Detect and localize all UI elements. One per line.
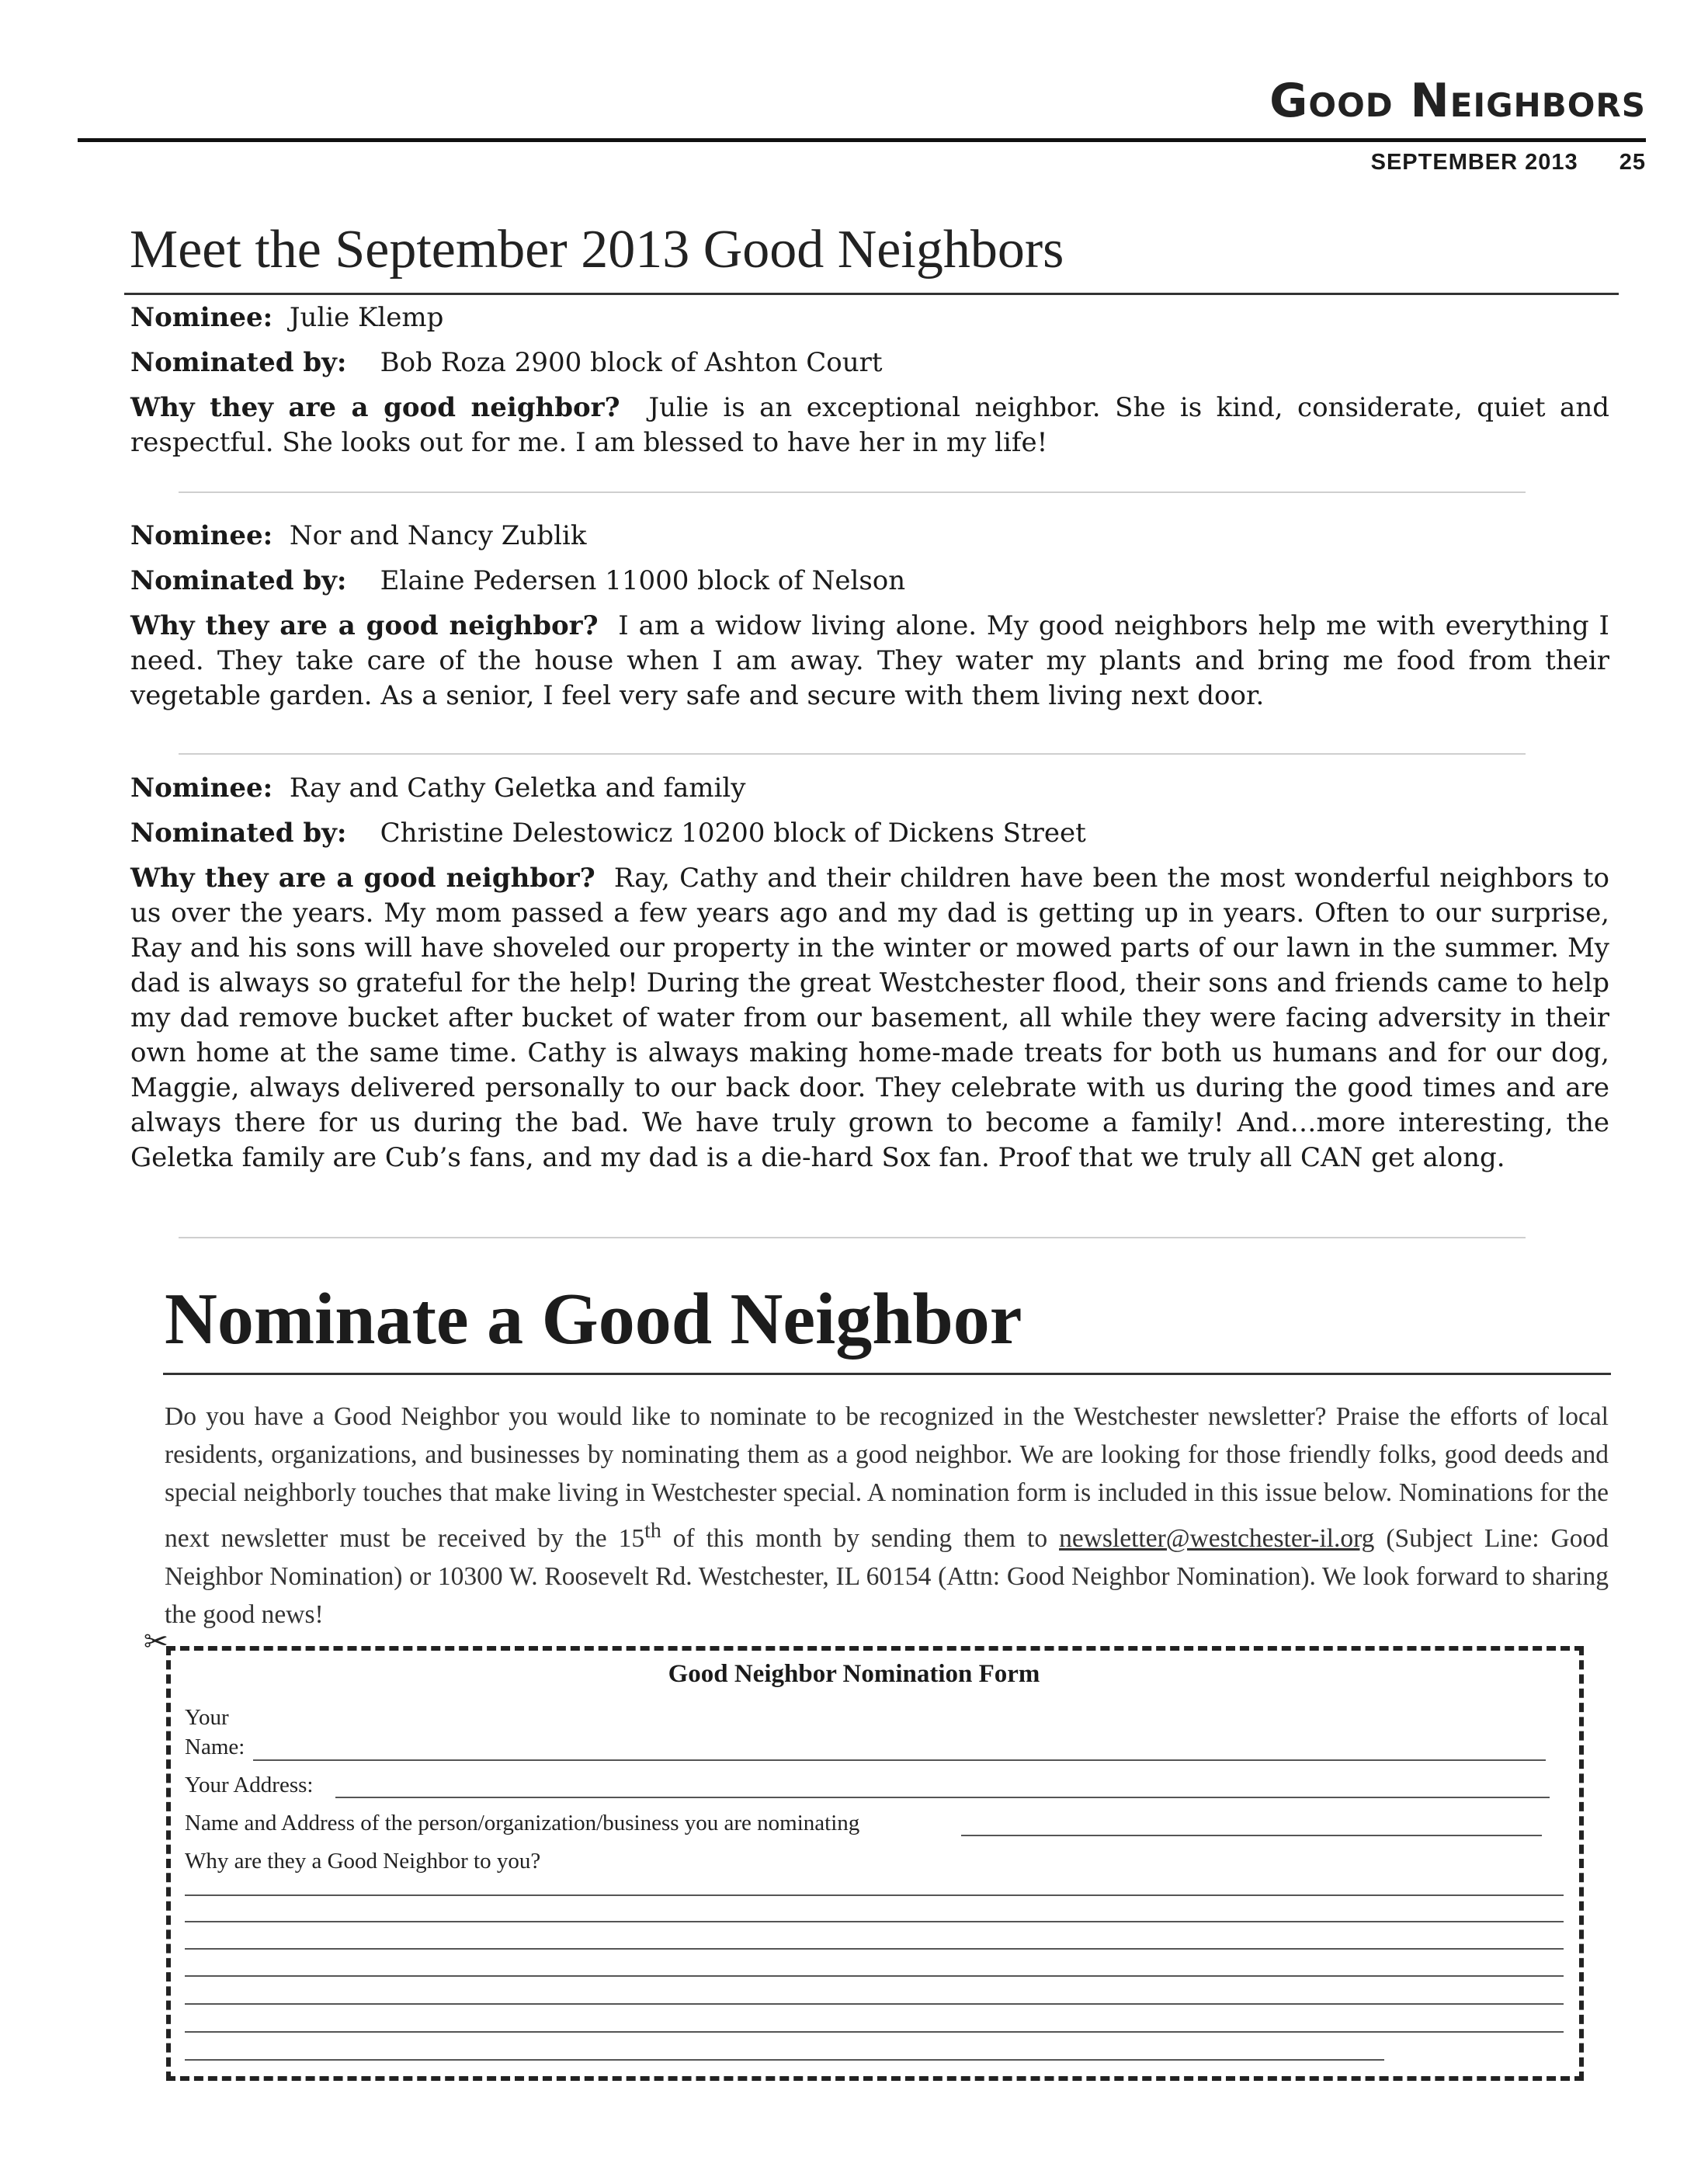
nominee-name: Ray and Cathy Geletka and family [289, 773, 746, 804]
meet-title: Meet the September 2013 Good Neighbors [130, 220, 1064, 280]
why-label: Why they are a good neighbor? [130, 863, 595, 894]
nominated-by-row [130, 816, 1609, 851]
your-name-label-line1: Your [185, 1705, 229, 1730]
why-answer-line[interactable] [185, 2059, 1384, 2061]
your-name-label-line2: Name: [185, 1735, 245, 1759]
nominated-by-label: Nominated by: [130, 347, 347, 378]
body-text: of this month by sending them to [661, 1524, 1060, 1554]
body-text: Do you have a Good Neighbor you would like to nominate to be recognized in the Westchester newsletter? Praise the efforts of local residents, organizations, and businesses by nominating them as a good neighbor. We are looking for those friendly folks, good deeds and special neighborly touches that make living in Westchester special. A nomination form is included in this issue below. Nominations for the next newsletter must be received by the 15 [165, 1402, 1609, 1554]
form-title: Good Neighbor Nomination Form [668, 1660, 1040, 1688]
nominated-by-label: Nominated by: [130, 565, 347, 596]
why-answer-line[interactable] [185, 1894, 1564, 1896]
why-text: Julie is an exceptional neighbor. She is kind, considerate, quiet and respectful. She looks out for me. I am blessed to have her in my life! [130, 392, 1609, 458]
header-rule [78, 138, 1646, 142]
why-label: Why they are a good neighbor? [130, 392, 620, 423]
nominee-name: Nor and Nancy Zublik [289, 520, 587, 551]
your-address-field[interactable] [335, 1797, 1550, 1798]
why-text: Ray, Cathy and their children have been the most wonderful neighbors to us over the years. My mom passed a few years ago and my dad is getting up in years. Often to our surprise, Ray and his sons will have shoveled our property in the winter or mowed parts of our lawn in the summer. My dad is always so grateful for the help! During the great Westchester flood, their sons and friends came to help my dad remove bucket after bucket of water from our basement, all while they were facing adversity in their own home at the same time. Cathy is always making home-made treats for both us humans and for our dog, Maggie, always delivered personally to our back door. They celebrate with us during the good times and are always there for us during the bad. We have truly grown to become a family! And…more interesting, the Geletka family are Cub’s fans, and my dad is a die-hard Sox fan. Proof that we truly all CAN get along. [130, 863, 1609, 1173]
scissors-icon: ✂ [144, 1624, 168, 1658]
newsletter-email-link[interactable]: newsletter@westchester-il.org [1059, 1524, 1375, 1554]
why-answer-line[interactable] [185, 2031, 1564, 2033]
meet-title-rule [124, 293, 1619, 295]
why-text: I am a widow living alone. My good neighbors help me with everything I need. They take care of the house when I am away. They water my plants and bring me food from their vegetable garden. As a senior, I feel very safe and secure with them living next door. [130, 610, 1609, 711]
nominated-by-label: Nominated by: [130, 818, 347, 849]
nominator: Bob Roza 2900 block of Ashton Court [380, 347, 883, 378]
why-answer-line[interactable] [185, 1948, 1564, 1950]
nominee-label: Nominee: [130, 302, 273, 333]
your-name-field[interactable] [253, 1759, 1546, 1761]
nominee-entry-3 [130, 771, 1609, 1176]
nominated-by-row [130, 346, 1609, 380]
why-answer-line[interactable] [185, 1921, 1564, 1922]
issue-line [1371, 150, 1646, 175]
nominate-title: Nominate a Good Neighbor [165, 1279, 1022, 1360]
nominee-entry-1 [130, 300, 1609, 460]
nominated-by-row [130, 564, 1609, 599]
body-text: (Subject Line: Good Neighbor Nomination) or 10300 W. Roosevelt Rd. Westchester, IL 60154 (Attn: Good Neighbor Nomination). We look forward to sharing the good news! [165, 1524, 1609, 1630]
nominee-row [130, 771, 1609, 806]
ordinal-suffix: th [644, 1519, 661, 1543]
why-label: Why they are a good neighbor? [130, 610, 599, 641]
why-row [130, 609, 1609, 714]
entry-separator [179, 1237, 1526, 1238]
your-address-label: Your Address: [185, 1773, 314, 1797]
nominee-row [130, 519, 1609, 554]
nominee-label: Nominee: [130, 520, 273, 551]
issue-date: SEPTEMBER 2013 [1370, 150, 1578, 175]
nominee-name: Julie Klemp [289, 302, 444, 333]
entry-separator [179, 753, 1526, 755]
nominator: Elaine Pedersen 11000 block of Nelson [380, 565, 906, 596]
why-answer-line[interactable] [185, 1975, 1564, 1977]
nominee-name-address-label: Name and Address of the person/organization/business you are nominating [185, 1811, 860, 1835]
why-row [130, 861, 1609, 1176]
nominee-label: Nominee: [130, 773, 273, 804]
entry-separator [179, 491, 1526, 493]
section-title: Good Neighbors [1269, 74, 1646, 128]
nominee-entry-2 [130, 519, 1609, 714]
nominate-body [165, 1398, 1609, 1634]
why-answer-line[interactable] [185, 2003, 1564, 2005]
nominee-row [130, 300, 1609, 335]
nominator: Christine Delestowicz 10200 block of Dickens Street [380, 818, 1086, 849]
page-number: 25 [1619, 150, 1646, 175]
why-good-neighbor-label: Why are they a Good Neighbor to you? [185, 1849, 541, 1874]
nominee-name-address-field[interactable] [961, 1835, 1542, 1836]
nominate-title-rule [163, 1373, 1611, 1375]
why-row [130, 391, 1609, 460]
